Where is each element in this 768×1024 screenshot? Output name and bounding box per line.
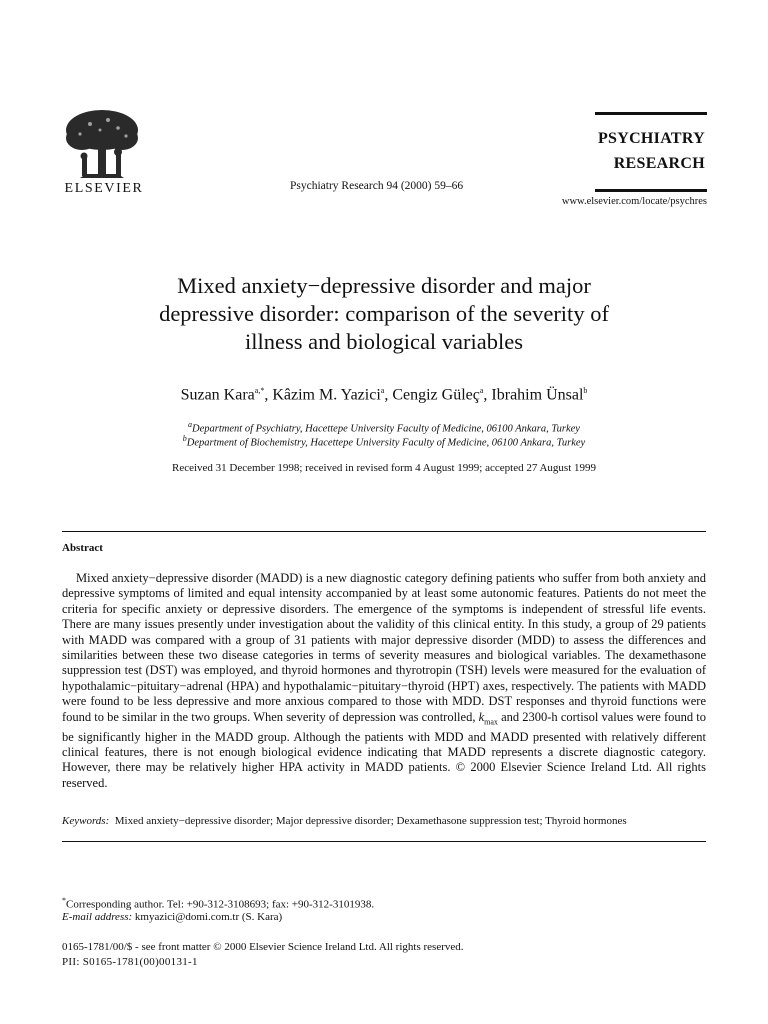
- tree-icon: [60, 108, 144, 182]
- affiliation: [60, 420, 708, 435]
- affiliation-mark: b: [182, 434, 187, 443]
- author-affil-mark: a: [479, 386, 484, 395]
- title-line: depressive disorder: comparison of the severity of: [159, 301, 609, 326]
- title-line: Mixed anxiety−depressive disorder and major: [177, 273, 591, 298]
- affiliation: [60, 434, 708, 449]
- divider: [62, 531, 706, 532]
- author-name: Kâzim M. Yazici: [272, 386, 381, 404]
- keywords-label: Keywords:: [62, 815, 110, 827]
- journal-name-line2: RESEARCH: [613, 155, 705, 172]
- title-line: illness and biological variables: [244, 329, 524, 354]
- affiliation-text: Department of Biochemistry, Hacettepe University Faculty of Medicine, 06100 Ankara, Turkey: [186, 437, 586, 449]
- corresponding-text: Corresponding author. Tel: +90-312-3108693; fax: +90-312-3101938.: [66, 898, 375, 911]
- author-affil-mark: a,*: [254, 386, 265, 395]
- email-label: E-mail address:: [62, 911, 133, 923]
- k-subscript: max: [484, 717, 498, 727]
- received-dates: Received 31 December 1998; received in revised form 4 August 1999; accepted 27 August 1999: [172, 462, 596, 474]
- journal-url[interactable]: www.elsevier.com/locate/psychres: [561, 196, 707, 207]
- journal-rule-top: [595, 112, 707, 115]
- author-list: Suzan Kara$^{a,*}$, Kâzim M. Yazici$^a$, Cengiz Güleç$^a$, Ibrahim Ünsal$^b$: [180, 386, 588, 404]
- abstract-text: Mixed anxiety−depressive disorder (MADD) is a new diagnostic category defining patients who suffer from both anxiety and depressive symptoms of limited and equal intensity accompanied by at least some autonomic features. Patients do not meet the criteria for specific anxiety or depressive disorders. The emergence of the symptoms is independent of stressful life events. There are many issues presently under investigation about the validity of this clinical entity. In this study, a group of 29 patients with MADD was compared with a group of 31 patients with major depressive disorder (MDD) to assess the differences and similarities between these two disease categories in terms of severity measures and biological variables. The dexamethasone suppression test (DST) was employed, and thyroid hormones and thyrotropin (TSH) levels were measured for the evaluation of hypothalamic−pituitary−adrenal (HPA) and hypothalamic−pituitary−thyroid (HPT) axes, respectively. The patients with MADD were found to be less depressive and more anxious compared to those with MDD. DST responses and thyroid functions were found to be similar in the two groups. When severity of depression was controlled,: [62, 571, 706, 724]
- author-affil-mark: a: [380, 386, 385, 395]
- author-name: Cengiz Güleç: [392, 386, 480, 404]
- keywords: [62, 815, 706, 827]
- affiliation-text: Department of Psychiatry, Hacettepe University Faculty of Medicine, 06100 Ankara, Turkey: [192, 423, 580, 435]
- author-name: Ibrahim Ünsal: [491, 386, 584, 404]
- footnote-mark: *: [62, 896, 66, 905]
- journal-name-line1: PSYCHIATRY: [597, 130, 705, 147]
- front-matter: 0165-1781/00/$ - see front matter © 2000 Elsevier Science Ireland Ltd. All rights reserved.: [62, 941, 464, 953]
- email-note: [62, 911, 282, 923]
- keywords-text: Mixed anxiety−depressive disorder; Major depressive disorder; Dexamethasone suppression test; Thyroid hormones: [114, 815, 627, 827]
- abstract-text: and 2300-h cortisol values were found to be significantly higher in the MADD group. Although the patients with MDD and MADD presented with relatively different clinical features, there is not enough biological evidence indicating that MADD represents a discrete diagnostic category. However, there may be relatively higher HPA activity in MADD patients. © 2000 Elsevier Science Ireland Ltd. All rights reserved.: [62, 709, 706, 790]
- k-symbol: k: [478, 709, 485, 724]
- pii: PII: S0165-1781(00)00131-1: [62, 956, 198, 968]
- journal-rule-bottom: [595, 189, 707, 192]
- author-affil-mark: b: [583, 386, 588, 395]
- email-address[interactable]: kmyazici@domi.com.tr (S. Kara): [134, 911, 283, 923]
- abstract-heading: Abstract: [62, 542, 103, 554]
- affiliation-mark: a: [188, 420, 193, 429]
- author-name: Suzan Kara: [180, 386, 255, 404]
- publisher-name: ELSEVIER: [64, 181, 144, 196]
- corresponding-author-note: [62, 896, 374, 911]
- journal-reference: Psychiatry Research 94 (2000) 59–66: [290, 180, 464, 192]
- article-title: [100, 272, 668, 356]
- divider: [62, 841, 706, 842]
- abstract-body: [62, 571, 706, 791]
